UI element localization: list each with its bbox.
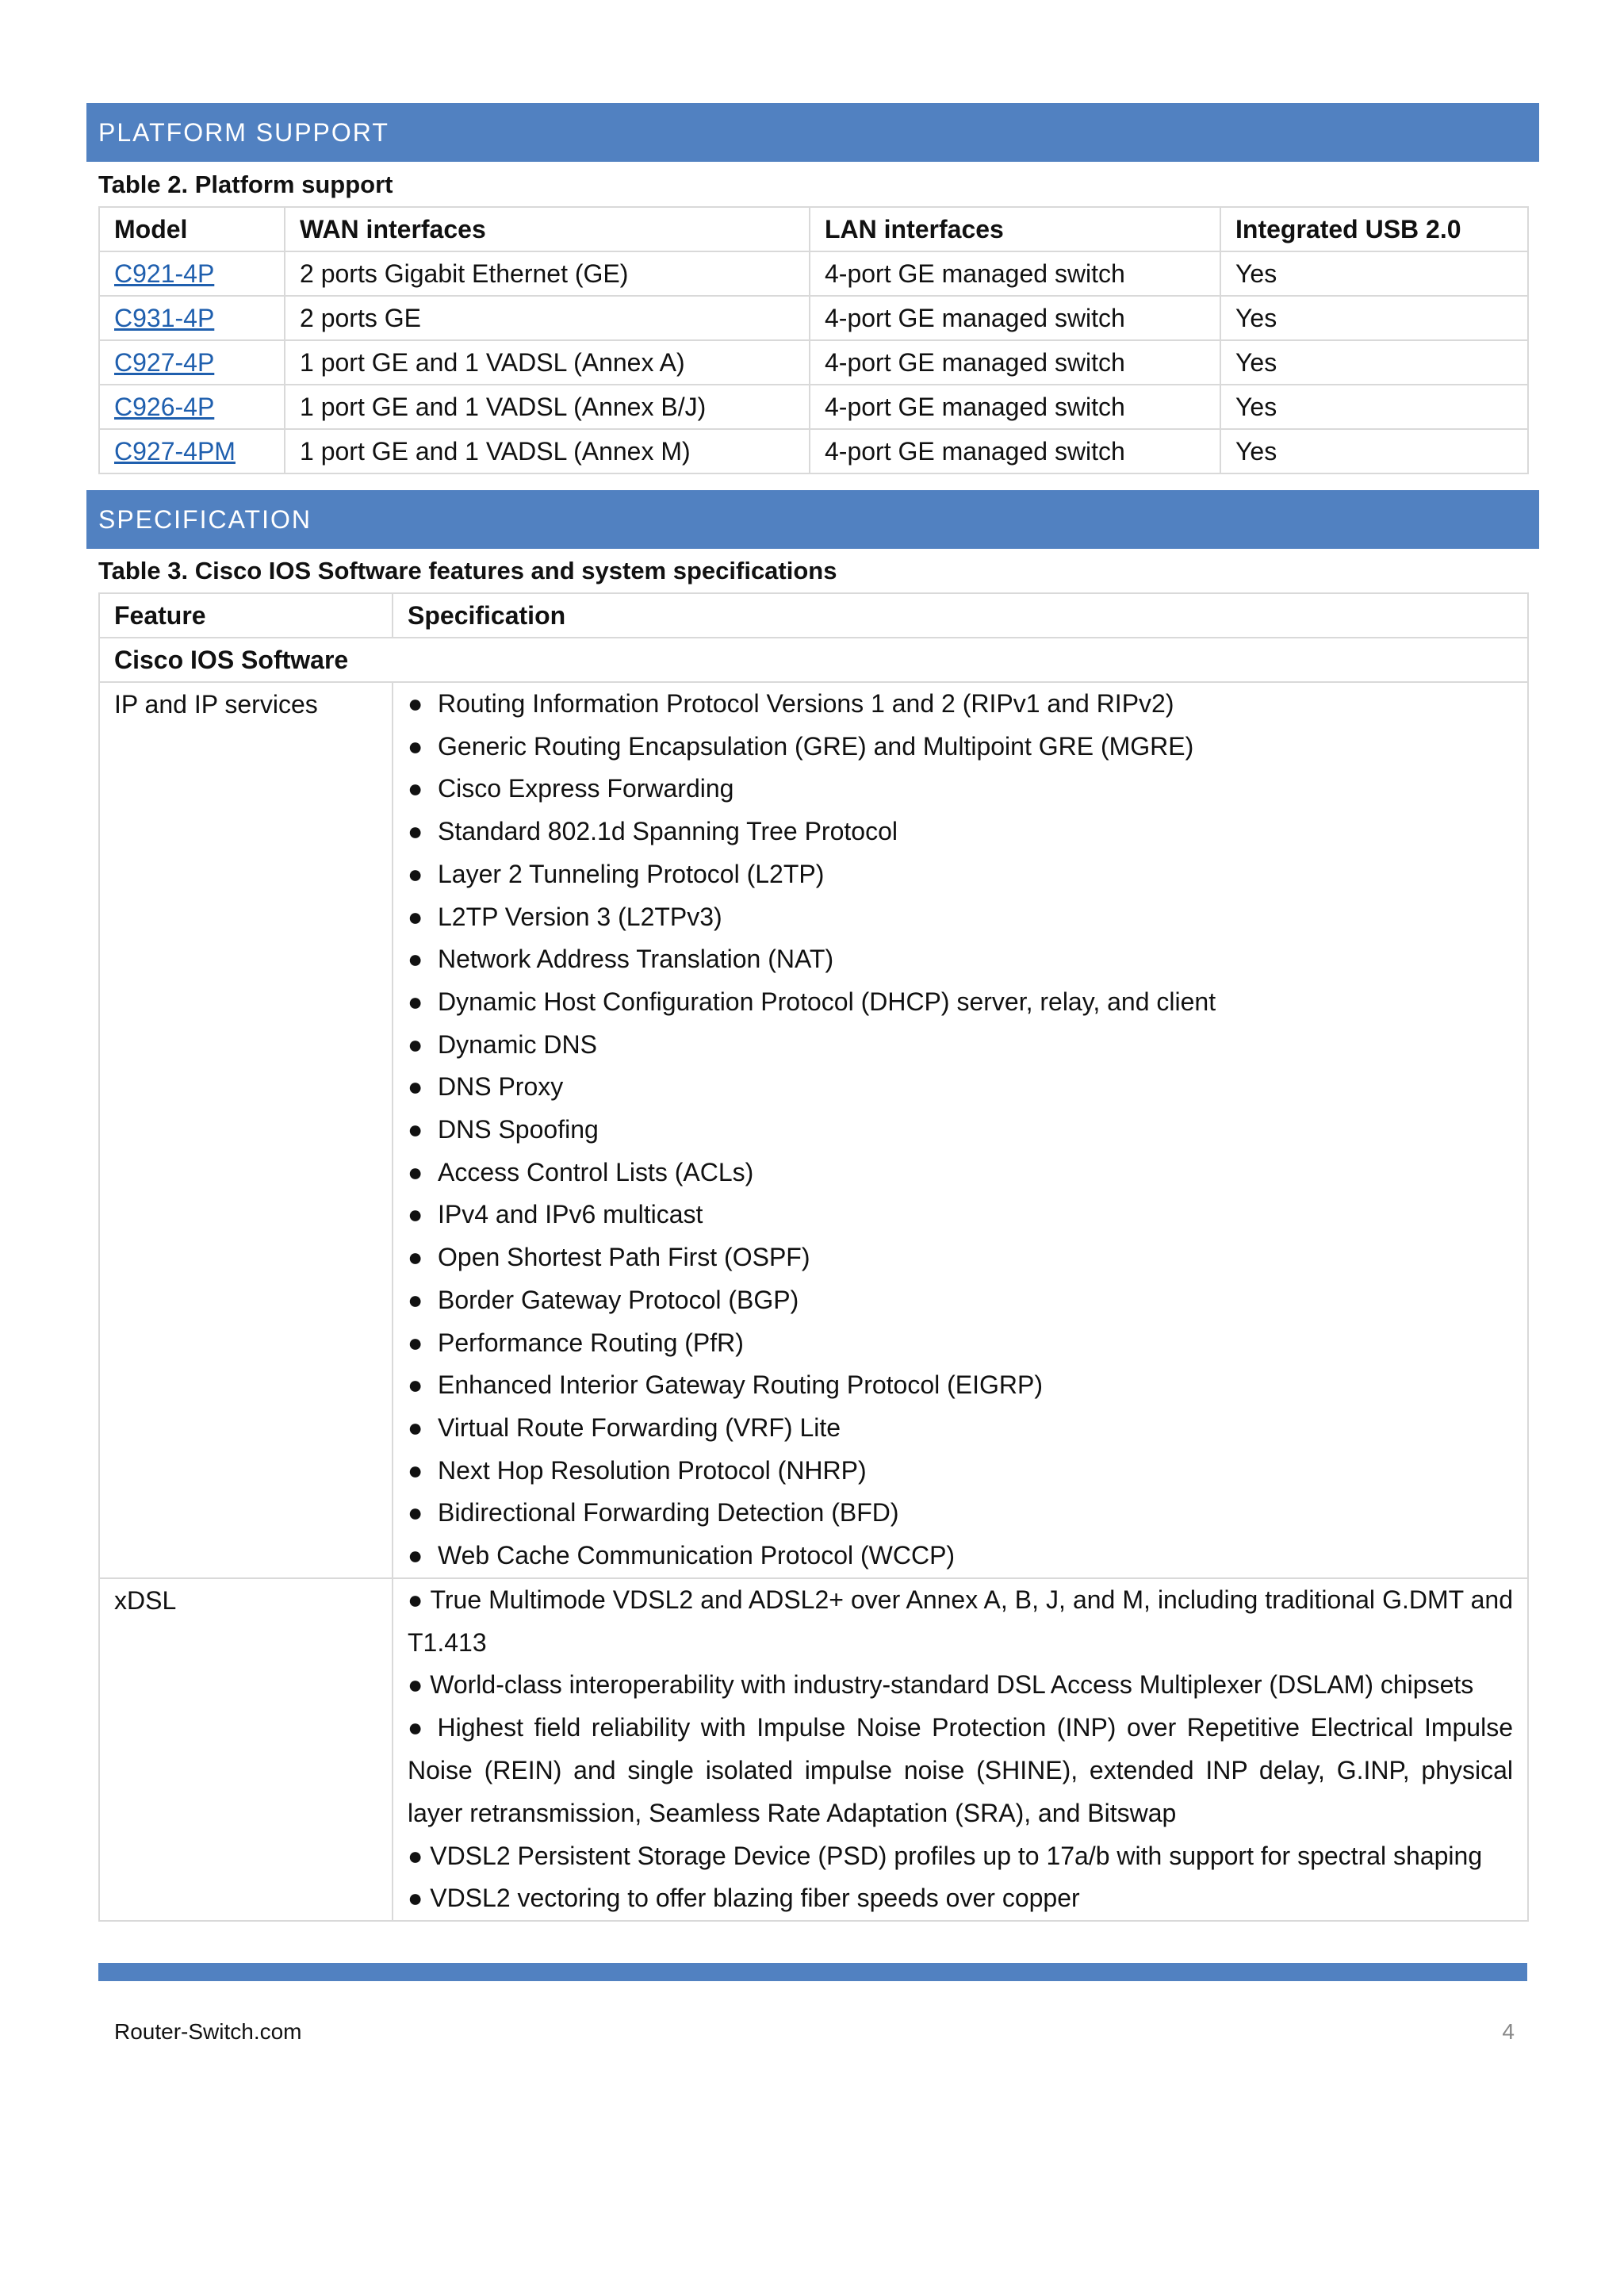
usb-cell: Yes	[1220, 429, 1528, 473]
list-item	[408, 1066, 1513, 1109]
platform-support-table	[98, 206, 1529, 474]
bullet-icon: ●	[408, 1072, 423, 1102]
list-item	[408, 683, 1513, 726]
bullet-icon: ●	[408, 1412, 423, 1442]
list-item	[408, 1194, 1513, 1236]
bullet-icon: ●	[408, 859, 423, 888]
model-cell	[99, 385, 285, 429]
wan-cell: 1 port GE and 1 VADSL (Annex A)	[285, 340, 810, 385]
bullet-icon: ●	[408, 1884, 431, 1913]
table-row	[99, 429, 1528, 473]
table-row	[99, 340, 1528, 385]
list-item	[408, 1877, 1513, 1920]
page-number: 4	[1502, 2019, 1515, 2044]
lan-cell: 4-port GE managed switch	[810, 385, 1220, 429]
bullet-icon: ●	[408, 1585, 431, 1614]
table-row	[99, 1578, 1528, 1921]
model-link-c926-4p[interactable]: C926-4P	[114, 393, 215, 421]
bullet-icon: ●	[408, 1713, 438, 1742]
list-item-text: DNS Spoofing	[438, 1115, 599, 1144]
bullet-icon: ●	[408, 1670, 431, 1700]
xdsl-list	[408, 1579, 1513, 1920]
list-item-text: Open Shortest Path First (OSPF)	[438, 1243, 810, 1272]
list-item-text: Highest field reliability with Impulse Noise Protection (INP) over Repetitive Electrical Impulse Noise (REIN) and single isolated impulse noise (SHINE), extended INP delay, G.INP, physical layer retransmission, Seamless Rate Adaptation (SRA), and Bitswap	[408, 1713, 1514, 1827]
feature-cell: xDSL	[99, 1578, 393, 1921]
list-item	[408, 1024, 1513, 1067]
list-item	[408, 853, 1513, 896]
model-cell	[99, 251, 285, 296]
bullet-icon: ●	[408, 1541, 423, 1570]
list-item	[408, 1450, 1513, 1493]
platform-support-banner: PLATFORM SUPPORT	[86, 103, 1539, 162]
model-link-c927-4pm[interactable]: C927-4PM	[114, 437, 236, 466]
usb-cell: Yes	[1220, 251, 1528, 296]
footer-bar	[98, 1963, 1527, 1981]
list-item	[408, 1236, 1513, 1279]
list-item	[408, 1109, 1513, 1152]
bullet-icon: ●	[408, 1498, 423, 1527]
list-item-text: Standard 802.1d Spanning Tree Protocol	[438, 817, 898, 846]
lan-cell: 4-port GE managed switch	[810, 340, 1220, 385]
list-item	[408, 896, 1513, 939]
list-item-text: Border Gateway Protocol (BGP)	[438, 1285, 799, 1314]
list-item-text: IPv4 and IPv6 multicast	[438, 1200, 703, 1229]
wan-cell: 1 port GE and 1 VADSL (Annex M)	[285, 429, 810, 473]
list-item	[408, 768, 1513, 811]
list-item-text: Enhanced Interior Gateway Routing Protocol (EIGRP)	[438, 1370, 1044, 1400]
table-row	[99, 385, 1528, 429]
list-item	[408, 1322, 1513, 1365]
wan-cell: 1 port GE and 1 VADSL (Annex B/J)	[285, 385, 810, 429]
bullet-icon: ●	[408, 902, 423, 931]
lan-cell: 4-port GE managed switch	[810, 296, 1220, 340]
list-item-text: DNS Proxy	[438, 1072, 564, 1102]
bullet-icon: ●	[408, 1370, 423, 1400]
list-item-text: Next Hop Resolution Protocol (NHRP)	[438, 1455, 867, 1485]
spec-table-caption: Table 3. Cisco IOS Software features and system specifications	[98, 557, 837, 585]
model-cell	[99, 340, 285, 385]
lan-cell: 4-port GE managed switch	[810, 429, 1220, 473]
footer-site-name: Router-Switch.com	[114, 2019, 302, 2044]
platform-table-caption: Table 2. Platform support	[98, 171, 393, 198]
list-item-text: Bidirectional Forwarding Detection (BFD)	[438, 1498, 899, 1527]
wan-cell: 2 ports GE	[285, 296, 810, 340]
bullet-icon: ●	[408, 1455, 423, 1485]
bullet-icon: ●	[408, 817, 423, 846]
list-item-text: L2TP Version 3 (L2TPv3)	[438, 902, 722, 931]
bullet-icon: ●	[408, 1285, 423, 1314]
bullet-icon: ●	[408, 1243, 423, 1272]
list-item-text: VDSL2 Persistent Storage Device (PSD) profiles up to 17a/b with support for spectral shaping	[430, 1841, 1483, 1870]
header-feature: Feature	[99, 593, 393, 638]
header-lan-interfaces: LAN interfaces	[810, 207, 1220, 251]
list-item-text: VDSL2 vectoring to offer blazing fiber speeds over copper	[430, 1884, 1080, 1913]
header-integrated-usb: Integrated USB 2.0	[1220, 207, 1528, 251]
table-row	[99, 296, 1528, 340]
model-link-c921-4p[interactable]: C921-4P	[114, 259, 215, 288]
table-header-row	[99, 593, 1528, 638]
list-item	[408, 726, 1513, 769]
wan-cell: 2 ports Gigabit Ethernet (GE)	[285, 251, 810, 296]
spec-cell	[393, 1578, 1528, 1921]
usb-cell: Yes	[1220, 340, 1528, 385]
specification-banner: SPECIFICATION	[86, 490, 1539, 549]
list-item-text: Generic Routing Encapsulation (GRE) and Multipoint GRE (MGRE)	[438, 731, 1194, 761]
list-item-text: Dynamic Host Configuration Protocol (DHCP) server, relay, and client	[438, 987, 1216, 1016]
list-item-text: Dynamic DNS	[438, 1029, 597, 1059]
bullet-icon: ●	[408, 1328, 423, 1357]
bullet-icon: ●	[408, 1029, 423, 1059]
list-item-text: Layer 2 Tunneling Protocol (L2TP)	[438, 859, 825, 888]
list-item	[408, 1707, 1513, 1834]
feature-cell: IP and IP services	[99, 682, 393, 1578]
bullet-icon: ●	[408, 945, 423, 974]
list-item	[408, 981, 1513, 1024]
list-item-text: Cisco Express Forwarding	[438, 774, 734, 803]
bullet-icon: ●	[408, 731, 423, 761]
header-model: Model	[99, 207, 285, 251]
list-item-text: Network Address Translation (NAT)	[438, 945, 834, 974]
table-header-row	[99, 207, 1528, 251]
list-item-text: World-class interoperability with industry-standard DSL Access Multiplexer (DSLAM) chipsets	[430, 1670, 1474, 1700]
bullet-icon: ●	[408, 1157, 423, 1186]
list-item	[408, 1279, 1513, 1322]
model-cell	[99, 296, 285, 340]
ip-services-list	[408, 683, 1513, 1577]
list-item	[408, 1492, 1513, 1535]
bullet-icon: ●	[408, 689, 423, 718]
bullet-icon: ●	[408, 1841, 431, 1870]
list-item-text: Access Control Lists (ACLs)	[438, 1157, 754, 1186]
specification-table	[98, 592, 1529, 1922]
list-item-text: Virtual Route Forwarding (VRF) Lite	[438, 1412, 841, 1442]
list-item	[408, 1664, 1513, 1707]
list-item	[408, 938, 1513, 981]
list-item	[408, 1364, 1513, 1407]
list-item	[408, 1835, 1513, 1878]
list-item-text: Routing Information Protocol Versions 1 and 2 (RIPv1 and RIPv2)	[438, 689, 1174, 718]
header-wan-interfaces: WAN interfaces	[285, 207, 810, 251]
usb-cell: Yes	[1220, 385, 1528, 429]
list-item-text: Performance Routing (PfR)	[438, 1328, 744, 1357]
list-item	[408, 1535, 1513, 1577]
usb-cell: Yes	[1220, 296, 1528, 340]
model-cell	[99, 429, 285, 473]
bullet-icon: ●	[408, 987, 423, 1016]
model-link-c927-4p[interactable]: C927-4P	[114, 348, 215, 377]
table-row	[99, 682, 1528, 1578]
bullet-icon: ●	[408, 774, 423, 803]
list-item-text: True Multimode VDSL2 and ADSL2+ over Annex A, B, J, and M, including traditional G.DMT and T1.413	[408, 1585, 1513, 1657]
spec-cell	[393, 682, 1528, 1578]
model-link-c931-4p[interactable]: C931-4P	[114, 304, 215, 332]
list-item	[408, 1579, 1513, 1665]
table-row	[99, 251, 1528, 296]
list-item	[408, 811, 1513, 853]
lan-cell: 4-port GE managed switch	[810, 251, 1220, 296]
list-item	[408, 1152, 1513, 1194]
group-row	[99, 638, 1528, 682]
group-cisco-ios-software: Cisco IOS Software	[99, 638, 1528, 682]
list-item	[408, 1407, 1513, 1450]
bullet-icon: ●	[408, 1115, 423, 1144]
list-item-text: Web Cache Communication Protocol (WCCP)	[438, 1541, 956, 1570]
bullet-icon: ●	[408, 1200, 423, 1229]
header-specification: Specification	[393, 593, 1528, 638]
